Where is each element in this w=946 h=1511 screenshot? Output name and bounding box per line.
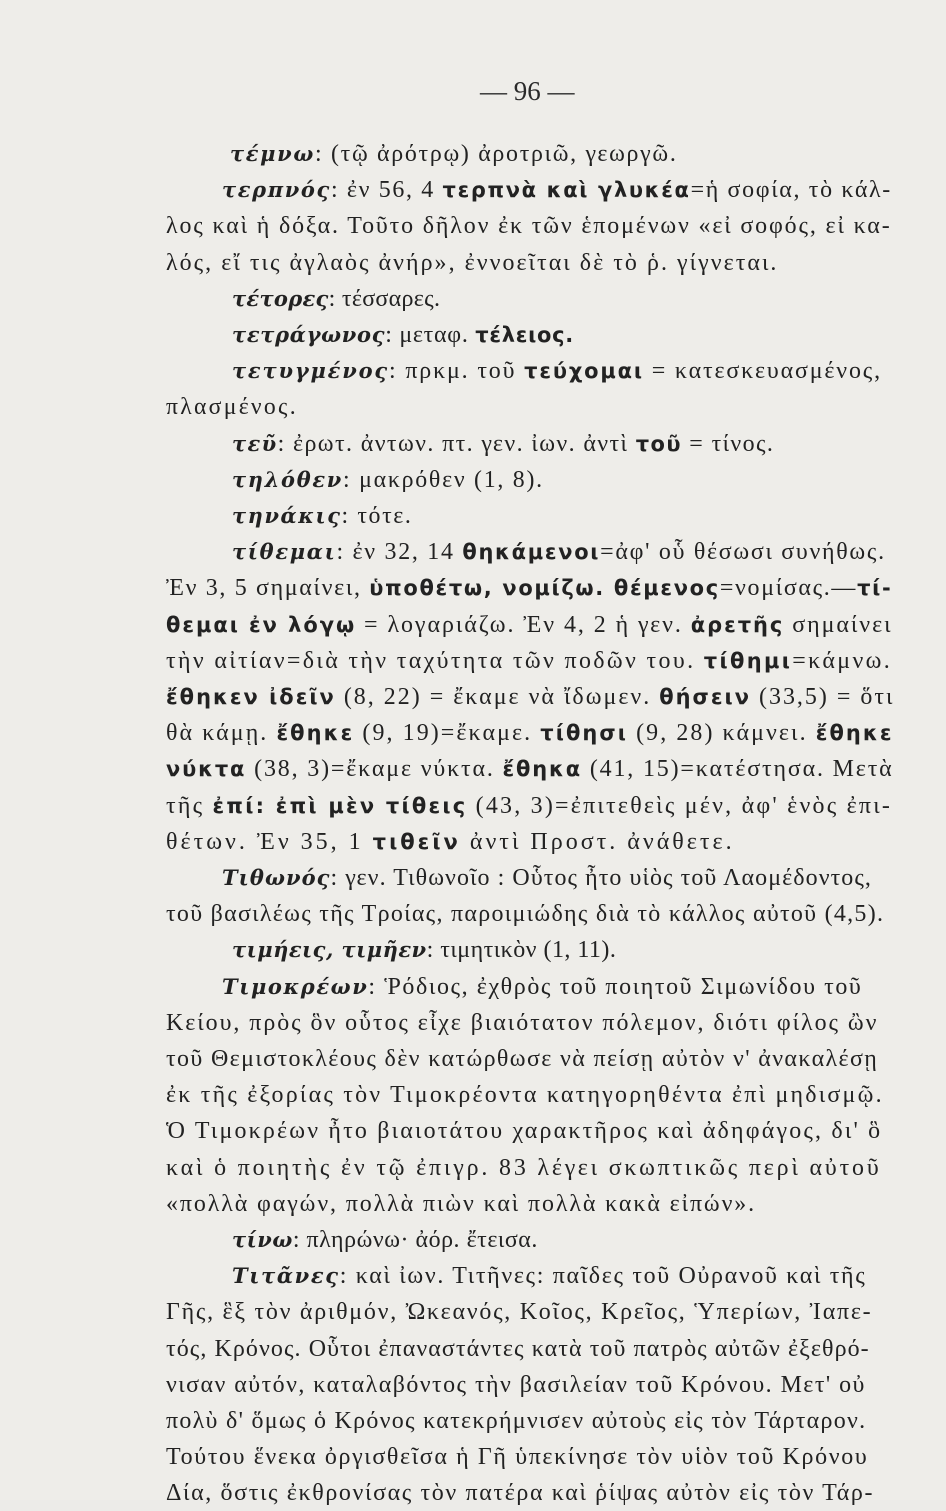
text-line <box>166 1331 870 1367</box>
text-line <box>232 281 440 317</box>
text-line <box>166 1005 878 1041</box>
entry-headword: τίθεμαι <box>232 539 337 565</box>
entry-text: : μακρόθεν (1, 8). <box>343 466 544 493</box>
entry-headword: τηλόθεν <box>232 466 344 492</box>
entry-text: : τέσσαρες. <box>328 285 441 312</box>
entry-text: : γεν. Τιθωνοῖο : Οὗτος ἦτο υἱὸς τοῦ Λαομέδοντος, <box>330 865 872 891</box>
text-line <box>166 788 892 824</box>
text-line <box>166 824 735 860</box>
text-line <box>166 570 892 606</box>
bold-term: ἐπί: ἐπὶ μὲν τίθεις <box>212 793 468 818</box>
entry-text: τῆς <box>166 792 213 819</box>
entry-text: : ἐν 56, 4 <box>330 177 443 204</box>
entry-text: : ἐρωτ. ἀντων. πτ. γεν. ἰων. ἀντὶ <box>277 430 636 457</box>
text-line <box>166 208 892 244</box>
entry-text: Κείου, πρὸς ὃν οὗτος εἶχε βιαιότατον πόλεμον, διότι φίλος ὢν <box>166 1009 879 1036</box>
entry-text: πλασμένος. <box>166 394 298 421</box>
bold-term: ἀρετῆς <box>690 612 785 637</box>
entry-headword: τιμήεις, τιμῆεν <box>232 937 427 963</box>
text-line <box>232 317 574 353</box>
entry-text: : τότε. <box>341 503 413 529</box>
bold-term: τοῦ <box>635 431 682 456</box>
text-line <box>166 389 298 425</box>
bold-term: θεμαι ἐν λόγῳ <box>166 612 357 637</box>
entry-text: (9, 19)=ἔκαμε. <box>354 720 541 747</box>
text-line <box>166 1150 882 1186</box>
bold-term: ἔθηκε <box>815 721 894 746</box>
text-line <box>232 534 886 570</box>
entry-text: : τιμητικὸν (1, 11). <box>426 937 617 964</box>
text-line <box>222 860 872 896</box>
text-line <box>230 136 678 172</box>
entry-text: (43, 3)=ἐπιτεθεὶς μέν, ἀφ' ἑνὸς ἐπι- <box>467 792 893 819</box>
entry-text: τοῦ Θεμιστοκλέους δὲν κατώρθωσε νὰ πείσῃ αὐτὸν ν' ἀνακαλέσῃ <box>166 1046 879 1072</box>
entry-text: λος καὶ ἡ δόξα. Τοῦτο δῆλον ἐκ τῶν ἑπομένων «εἰ σοφός, εἰ κα- <box>166 213 892 240</box>
entry-text: = τίνος. <box>681 430 775 457</box>
text-line <box>166 1113 882 1149</box>
entry-text: τός, Κρόνος. Οὗτοι ἐπαναστάντες κατὰ τοῦ πατρὸς αὐτῶν ἐξεθρό- <box>166 1335 870 1362</box>
entry-text: σημαίνει <box>784 611 893 638</box>
entry-headword: Τιμοκρέων <box>222 973 369 999</box>
text-line <box>232 498 412 534</box>
entry-text: (38, 3)=ἔκαμε νύκτα. <box>246 756 503 783</box>
entry-text: (9, 28) κάμνει. <box>628 720 816 747</box>
entry-headword: τηνάκις <box>232 503 342 528</box>
text-line <box>232 1258 866 1294</box>
entry-headword: τερπνός <box>222 177 331 203</box>
bold-term: νύκτα <box>166 757 247 782</box>
entry-text: : πληρώνω· ἀόρ. ἔτεισα. <box>292 1227 538 1253</box>
text-line <box>166 679 894 715</box>
entry-text: τὴν αἰτίαν=διὰ τὴν ταχύτητα τῶν ποδῶν του. <box>166 647 704 674</box>
entry-text: : καὶ ἰων. Τιτῆνες: παῖδες τοῦ Οὐρανοῦ καὶ τῆς <box>339 1263 867 1290</box>
text-line <box>166 245 778 281</box>
text-line <box>232 353 882 389</box>
text-line <box>166 896 884 932</box>
entry-text: = λογαριάζω. Ἐν 4, 2 ἡ γεν. <box>356 611 691 638</box>
entry-headword: τέτορες <box>232 285 329 311</box>
entry-text: =ἀφ' οὗ θέσωσι συνήθως. <box>600 539 886 566</box>
entry-headword: τίνω <box>232 1227 293 1252</box>
text-line <box>166 1475 874 1511</box>
entry-text: Γῆς, ἓξ τὸν ἀριθμόν, Ὠκεανός, Κοῖος, Κρεῖος, Ὑπερίων, Ἰαπε- <box>166 1299 873 1326</box>
bold-term: τιθεῖν <box>372 829 461 854</box>
entry-text: νισαν αὐτόν, καταλαβόντος τὴν βασιλείαν τοῦ Κρόνου. Μετ' οὐ <box>166 1371 866 1398</box>
text-line <box>166 607 892 643</box>
entry-text: ἐκ τῆς ἐξορίας τὸν Τιμοκρέοντα κατηγορηθέντα ἐπὶ μηδισμῷ. <box>166 1082 884 1109</box>
entry-headword: τετυγμένος <box>232 358 390 384</box>
text-line <box>166 751 894 787</box>
entry-text: : μεταφ. <box>385 322 476 348</box>
entry-text: = κατεσκευασμένος, <box>643 358 882 385</box>
text-line <box>166 1294 872 1330</box>
entry-headword: τετράγωνος <box>232 322 386 347</box>
entry-text: Δία, ὅστις ἐκθρονίσας τὸν πατέρα καὶ ῥίψας αὐτὸν εἰς τὸν Τάρ- <box>166 1480 875 1507</box>
entry-text: =ἡ σοφία, τὸ κάλ- <box>690 177 892 204</box>
entry-text: : (τῷ ἀρότρῳ) ἀροτριῶ, γεωργῶ. <box>314 141 678 167</box>
bold-term: τίθημι <box>703 648 793 673</box>
page-number: — 96 — <box>480 76 575 106</box>
text-line <box>222 969 862 1005</box>
text-line <box>166 1439 868 1475</box>
text-line <box>166 715 894 751</box>
text-line <box>166 1186 756 1222</box>
bold-term: ὑποθέτω, νομίζω. θέμενος <box>369 576 720 601</box>
bold-term: θήσειν <box>659 685 751 709</box>
entry-text: λός, εἴ τις ἀγλαὸς ἀνήρ», ἐννοεῖται δὲ τὸ ῥ. γίγνεται. <box>166 249 779 276</box>
entry-text: =νομίσας.— <box>719 575 858 602</box>
entry-text: θέτων. Ἐν 35, 1 <box>166 828 373 855</box>
text-line <box>232 462 544 498</box>
entry-headword: τεῦ <box>232 430 278 456</box>
entry-text: καὶ ὁ ποιητὴς ἐν τῷ ἐπιγρ. 83 λέγει σκωπτικῶς περὶ αὐτοῦ <box>166 1154 882 1181</box>
bold-term: τεύχομαι <box>524 359 644 384</box>
text-line <box>166 1077 884 1113</box>
bold-term: θηκάμενοι <box>462 540 601 565</box>
bold-term: ἔθηκα <box>502 757 582 782</box>
bold-term: τέλειος. <box>475 323 574 347</box>
entry-headword: Τιτᾶνες <box>232 1263 340 1289</box>
text-line <box>232 1222 538 1258</box>
entry-text: ἀντὶ Προστ. ἀνάθετε. <box>460 828 735 855</box>
text-line <box>166 1367 866 1403</box>
entry-headword: τέμνω <box>230 141 315 166</box>
entry-text: (8, 22) = ἔκαμε νὰ ἴδωμεν. <box>335 684 660 710</box>
text-line <box>232 932 616 968</box>
entry-text: (33,5) = ὅτι <box>750 684 895 710</box>
bold-term: τίθησι <box>540 721 629 746</box>
entry-text: : ἐν 32, 14 <box>336 539 463 566</box>
text-line <box>166 643 892 679</box>
entry-text: Ὁ Τιμοκρέων ἦτο βιαιοτάτου χαρακτῆρος καὶ ἀδηφάγος, δι' ὃ <box>166 1118 883 1145</box>
text-line <box>166 1403 866 1439</box>
entry-text: Ἐν 3, 5 σημαίνει, <box>166 575 370 602</box>
bold-term: ἔθηκε <box>276 721 355 746</box>
text-line <box>222 172 892 208</box>
entry-text: : πρκμ. τοῦ <box>389 358 525 385</box>
entry-text: «πολλὰ φαγών, πολλὰ πιὼν καὶ πολλὰ κακὰ εἰπών». <box>166 1190 757 1217</box>
text-line <box>166 1041 878 1077</box>
bold-term: τερπνὰ καὶ γλυκέα <box>442 178 691 203</box>
entry-text: θὰ κάμῃ. <box>166 720 277 747</box>
entry-text: =κάμνω. <box>792 647 893 674</box>
bold-term: ἔθηκεν ἰδεῖν <box>166 685 336 709</box>
entry-text: : Ῥόδιος, ἐχθρὸς τοῦ ποιητοῦ Σιμωνίδου τοῦ <box>368 973 863 1000</box>
text-line <box>232 426 774 462</box>
entry-text: πολὺ δ' ὅμως ὁ Κρόνος κατεκρήμνισεν αὐτοὺς εἰς τὸν Τάρταρον. <box>166 1408 867 1434</box>
bold-term: τί- <box>857 576 893 601</box>
entry-text: τοῦ βασιλέως τῆς Τροίας, παροιμιώδης διὰ τὸ κάλλος αὐτοῦ (4,5). <box>166 901 885 928</box>
entry-text: Τούτου ἕνεκα ὀργισθεῖσα ἡ Γῆ ὑπεκίνησε τὸν υἱὸν τοῦ Κρόνου <box>166 1444 869 1471</box>
entry-headword: Τιθωνός <box>222 865 331 890</box>
entry-text: (41, 15)=κατέστησα. Μετὰ <box>581 756 894 783</box>
